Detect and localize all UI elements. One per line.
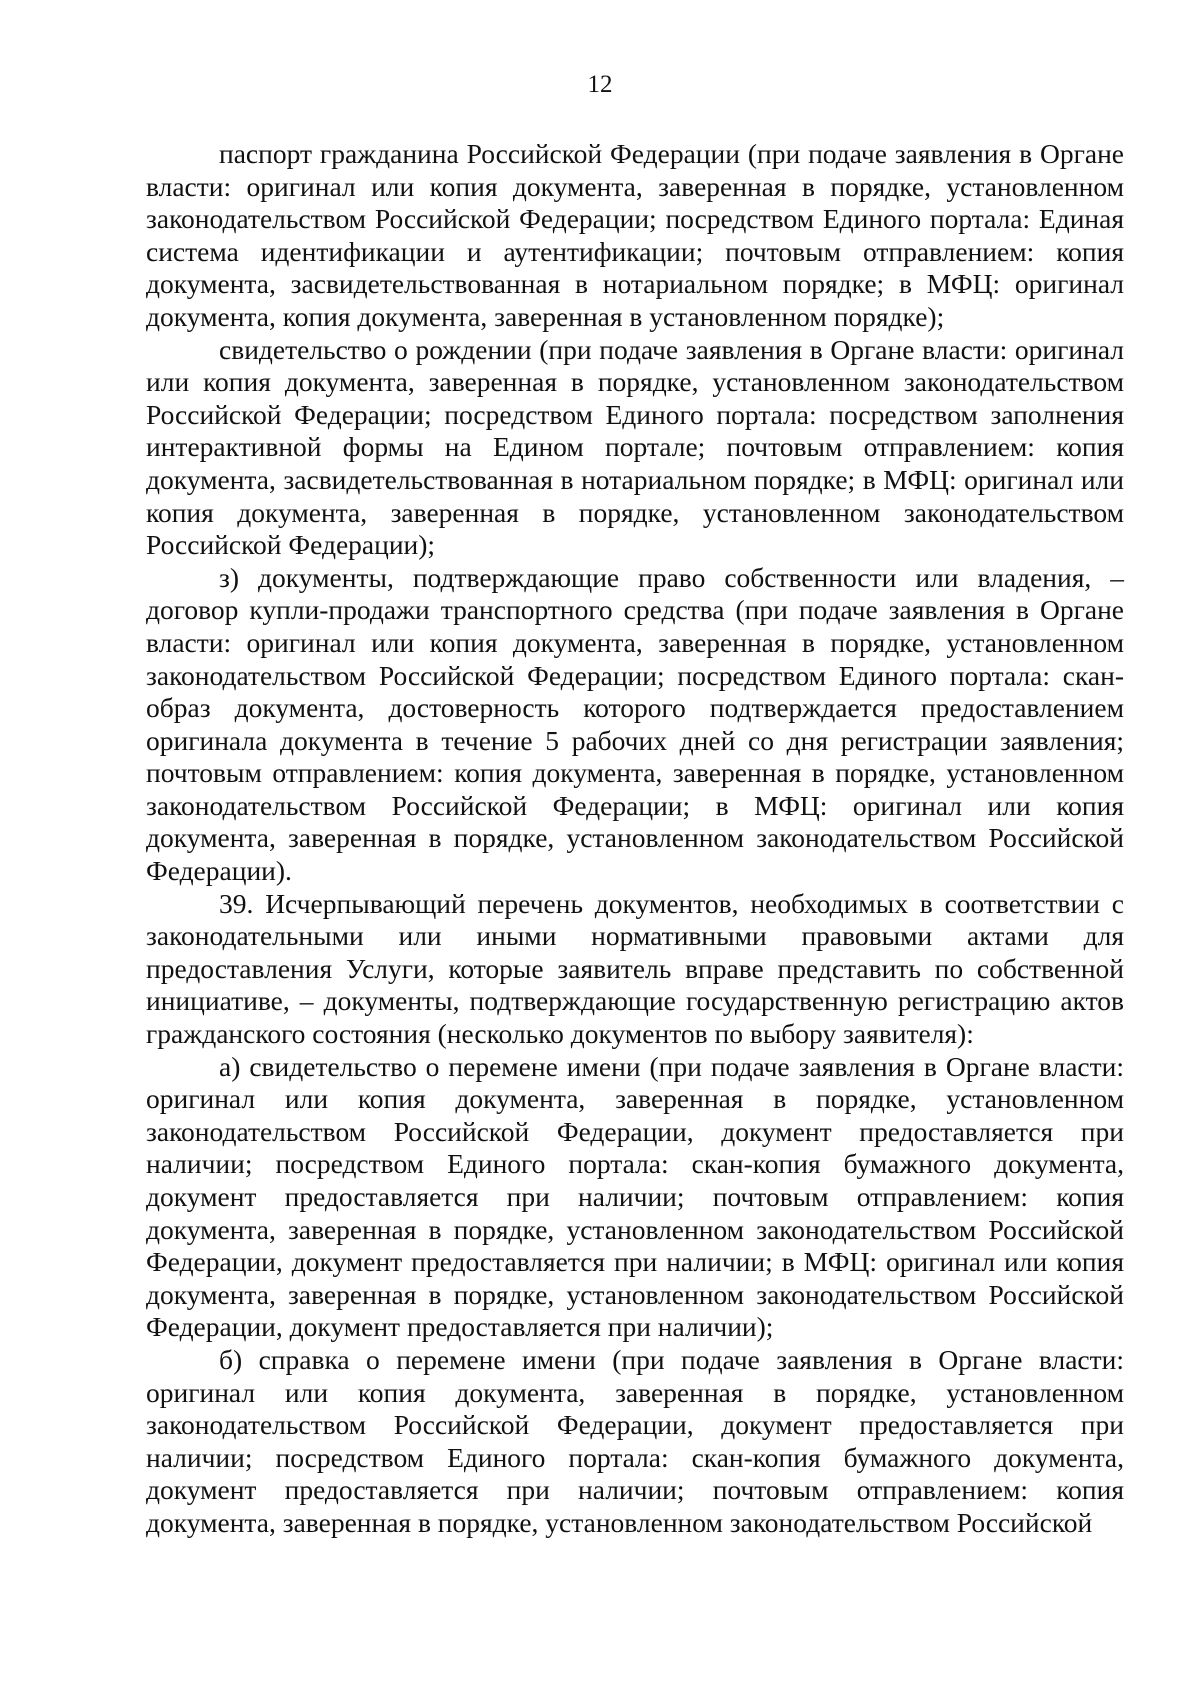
paragraph-ownership-documents: з) документы, подтверждающие право собственности или владения, – договор купли-продажи транспортного средства (при подаче заявления в Органе власти: оригинал или копия документа, заверенная в порядке, установленном законодательством Российской Федерации; посредством Единого портала: скан-образ документа, достоверность которого подтверждается предоставлением оригинала документа в течение 5 рабочих дней со дня регистрации заявления; почтовым отправлением: копия документа, заверенная в порядке, установленном законодательством Российской Федерации; в МФЦ: оригинал или копия документа, заверенная в порядке, установленном законодательством Российской Федерации).: [146, 561, 1124, 887]
document-body: [146, 138, 1124, 1540]
paragraph-name-change-reference: б) справка о перемене имени (при подаче заявления в Органе власти: оригинал или копия документа, заверенная в порядке, установленном законодательством Российской Федерации, документ предоставляется при наличии; посредством Единого портала: скан-копия бумажного документа, документ предоставляется при наличии; почтовым отправлением: копия документа, заверенная в порядке, установленном законодательством Российской: [146, 1343, 1124, 1538]
paragraph-birth-certificate: свидетельство о рождении (при подаче заявления в Органе власти: оригинал или копия документа, заверенная в порядке, установленном законодательством Российской Федерации; посредством Единого портала: посредством заполнения интерактивной формы на Едином портале; почтовым отправлением: копия документа, засвидетельствованная в нотариальном порядке; в МФЦ: оригинал или копия документа, заверенная в порядке, установленном законодательством Российской Федерации);: [146, 333, 1124, 561]
page-number: 12: [587, 71, 613, 98]
paragraph-item-39: 39. Исчерпывающий перечень документов, необходимых в соответствии с законодательными или иными нормативными правовыми актами для предоставления Услуги, которые заявитель вправе представить по собственной инициативе, – документы, подтверждающие государственную регистрацию актов гражданского состояния (несколько документов по выбору заявителя):: [146, 887, 1124, 1050]
paragraph-name-change-certificate: а) свидетельство о перемене имени (при подаче заявления в Органе власти: оригинал или копия документа, заверенная в порядке, установленном законодательством Российской Федерации, документ предоставляется при наличии; посредством Единого портала: скан-копия бумажного документа, документ предоставляется при наличии; почтовым отправлением: копия документа, заверенная в порядке, установленном законодательством Российской Федерации, документ предоставляется при наличии; в МФЦ: оригинал или копия документа, заверенная в порядке, установленном законодательством Российской Федерации, документ предоставляется при наличии);: [146, 1050, 1124, 1343]
paragraph-passport: паспорт гражданина Российской Федерации (при подаче заявления в Органе власти: оригинал или копия документа, заверенная в порядке, установленном законодательством Российской Федерации; посредством Единого портала: Единая система идентификации и аутентификации; почтовым отправлением: копия документа, засвидетельствованная в нотариальном порядке; в МФЦ: оригинал документа, копия документа, заверенная в установленном порядке);: [146, 138, 1124, 332]
